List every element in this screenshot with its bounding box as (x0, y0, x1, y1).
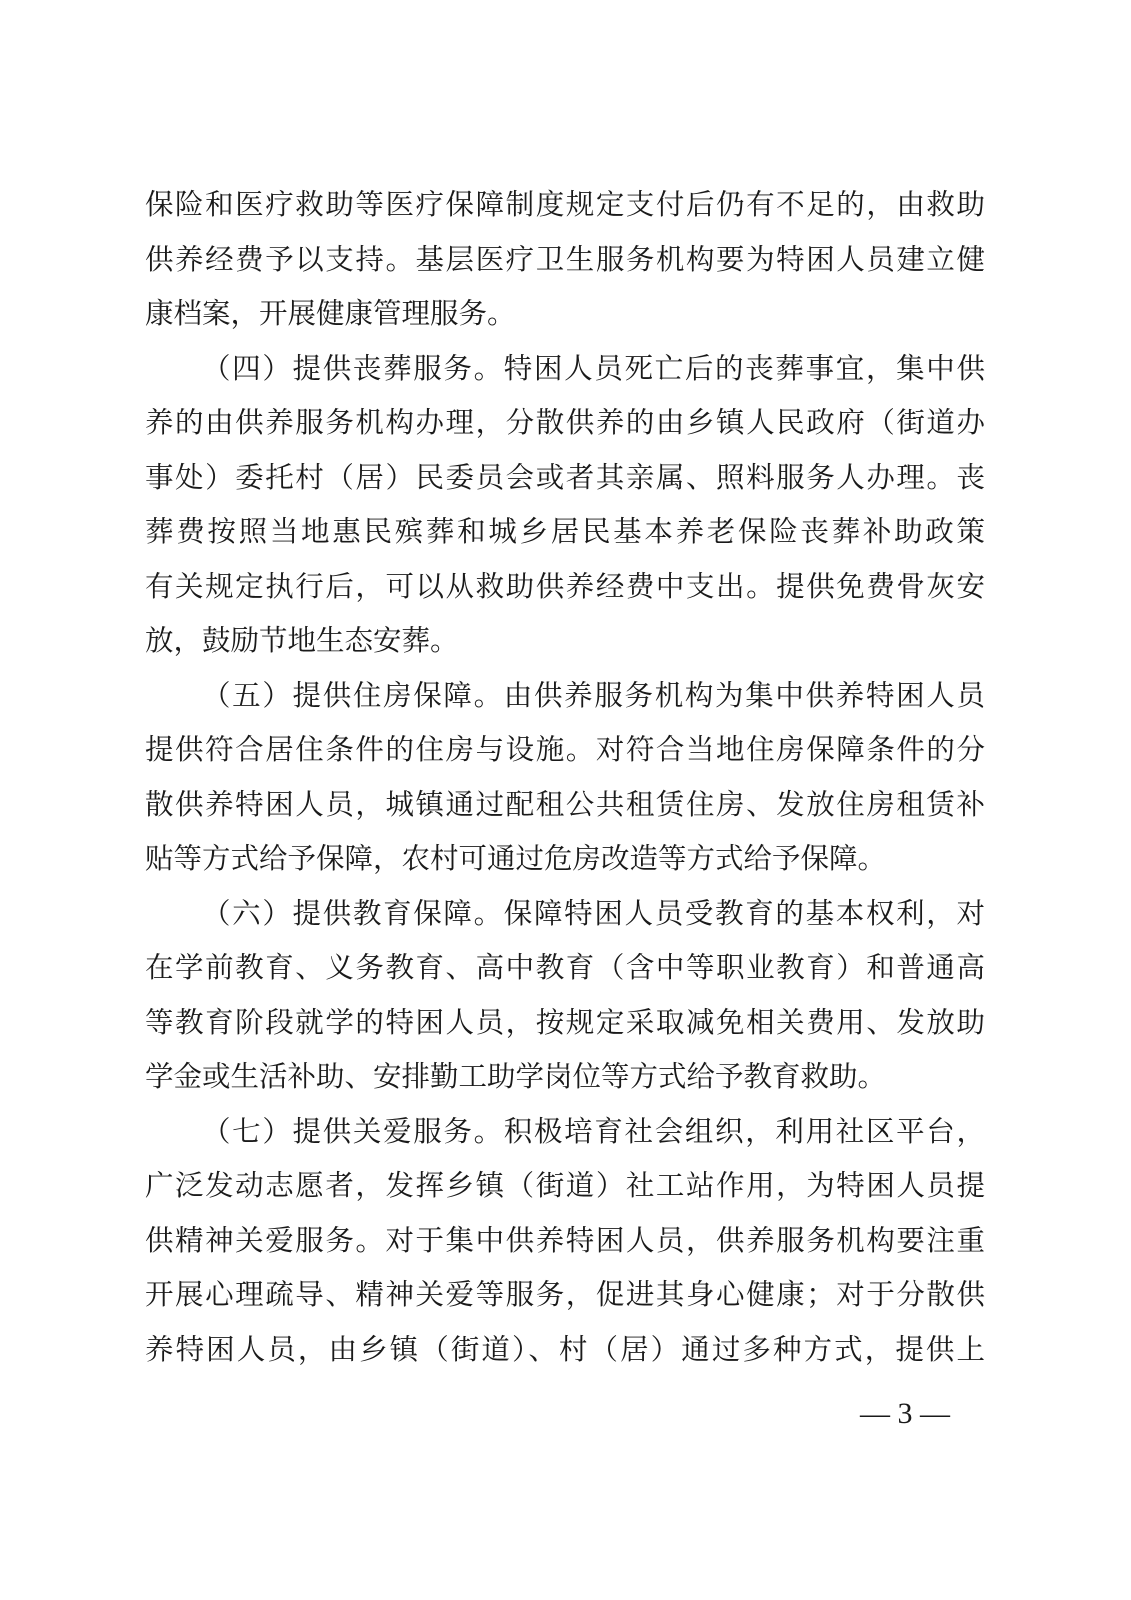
text-line-21: 开展心理疏导、精神关爱等服务，促进其身心健康；对于分散供 (145, 1278, 985, 1311)
text-line-16: 等教育阶段就学的特困人员，按规定采取减免相关费用、发放助 (145, 1005, 985, 1039)
text-line-17: 学金或生活补助、安排勤工助学岗位等方式给予教育救助。 (145, 1060, 887, 1093)
text-line-20: 供精神关爱服务。对于集中供养特困人员，供养服务机构要注重 (145, 1223, 985, 1257)
text-line-7: 葬费按照当地惠民殡葬和城乡居民基本养老保险丧葬补助政策 (145, 515, 985, 548)
text-line-13: 贴等方式给予保障，农村可通过危房改造等方式给予保障。 (145, 842, 887, 875)
text-line-8: 有关规定执行后，可以从救助供养经费中支出。提供免费骨灰安 (145, 569, 985, 603)
document-body (145, 178, 985, 1377)
text-line-22: 养特困人员，由乡镇（街道）、村（居）通过多种方式，提供上 (145, 1332, 985, 1366)
text-line-9: 放，鼓励节地生态安葬。 (145, 624, 459, 657)
text-line-12: 散供养特困人员，城镇通过配租公共租赁住房、发放住房租赁补 (145, 787, 985, 821)
text-line-15: 在学前教育、义务教育、高中教育（含中等职业教育）和普通高 (145, 951, 985, 984)
text-line-5: 养的由供养服务机构办理，分散供养的由乡镇人民政府（街道办 (145, 406, 985, 439)
text-line-4: （四）提供丧葬服务。特困人员死亡后的丧葬事宜，集中供 (202, 351, 985, 385)
text-line-3: 康档案，开展健康管理服务。 (145, 297, 516, 330)
text-line-14: （六）提供教育保障。保障特困人员受教育的基本权利，对 (202, 896, 985, 930)
text-line-1: 保险和医疗救助等医疗保障制度规定支付后仍有不足的，由救助 (145, 188, 985, 221)
text-line-6: 事处）委托村（居）民委员会或者其亲属、照料服务人办理。丧 (145, 460, 985, 494)
text-line-2: 供养经费予以支持。基层医疗卫生服务机构要为特困人员建立健 (145, 242, 985, 276)
text-line-18: （七）提供关爱服务。积极培育社会组织，利用社区平台， (202, 1114, 985, 1148)
text-line-19: 广泛发动志愿者，发挥乡镇（街道）社工站作用，为特困人员提 (145, 1169, 985, 1202)
page-number: — 3 — (860, 1397, 950, 1430)
text-line-10: （五）提供住房保障。由供养服务机构为集中供养特困人员 (202, 678, 985, 712)
text-line-11: 提供符合居住条件的住房与设施。对符合当地住房保障条件的分 (145, 733, 985, 766)
